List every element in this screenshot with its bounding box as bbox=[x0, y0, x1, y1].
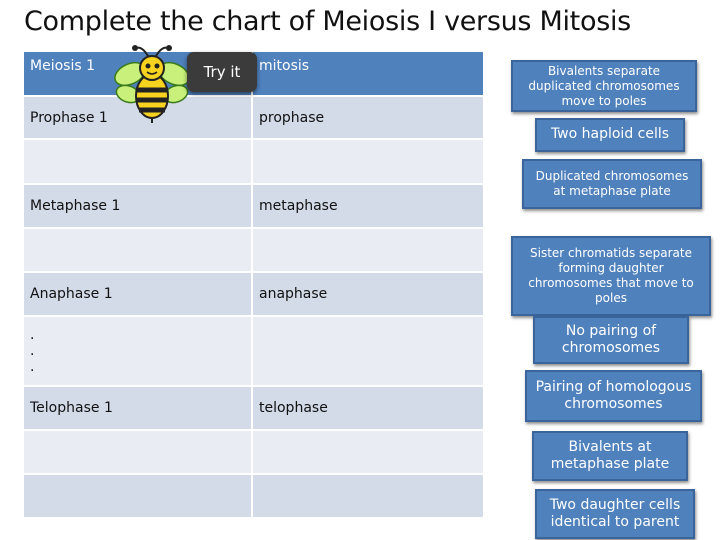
answer-card[interactable]: Duplicated chromosomes at metaphase plate bbox=[522, 159, 702, 209]
answer-card[interactable]: Bivalents separate duplicated chromosomes move to poles bbox=[511, 60, 697, 112]
table-cell[interactable] bbox=[24, 229, 253, 273]
answer-card[interactable]: Sister chromatids separate forming daughter chromosomes that move to poles bbox=[511, 236, 711, 316]
header-mitosis: mitosis bbox=[253, 52, 483, 97]
table-cell[interactable]: Metaphase 1 bbox=[24, 185, 253, 229]
table-cell[interactable] bbox=[24, 475, 253, 519]
table-row bbox=[24, 140, 483, 185]
answer-card[interactable]: Bivalents at metaphase plate bbox=[532, 431, 688, 481]
bee-icon bbox=[108, 42, 192, 124]
ellipsis-dot: . bbox=[30, 359, 35, 375]
answer-card[interactable]: Two haploid cells bbox=[535, 118, 685, 152]
table-row bbox=[24, 97, 483, 140]
table-cell[interactable] bbox=[253, 140, 483, 185]
table-row bbox=[24, 431, 483, 475]
table-cell[interactable] bbox=[253, 317, 483, 387]
ellipsis-dot: . bbox=[30, 327, 35, 343]
table-cell[interactable]: telophase bbox=[253, 387, 483, 431]
table-row bbox=[24, 475, 483, 519]
table-cell[interactable]: Telophase 1 bbox=[24, 387, 253, 431]
table-cell[interactable] bbox=[24, 317, 253, 387]
ellipsis-dot: . bbox=[30, 343, 35, 359]
try-it-button[interactable]: Try it bbox=[187, 52, 257, 92]
table-row bbox=[24, 185, 483, 229]
table-cell[interactable]: Prophase 1 bbox=[24, 97, 253, 140]
table-cell[interactable] bbox=[253, 229, 483, 273]
answer-card[interactable]: Pairing of homologous chromosomes bbox=[525, 370, 702, 422]
table-row bbox=[24, 317, 483, 387]
header-meiosis: Meiosis 1 bbox=[24, 52, 253, 97]
table-cell[interactable] bbox=[253, 431, 483, 475]
table-row bbox=[24, 387, 483, 431]
table-cell[interactable]: metaphase bbox=[253, 185, 483, 229]
table-row bbox=[24, 273, 483, 317]
table-cell[interactable]: prophase bbox=[253, 97, 483, 140]
table-cell[interactable]: Anaphase 1 bbox=[24, 273, 253, 317]
table-cell[interactable] bbox=[253, 475, 483, 519]
table-cell[interactable]: anaphase bbox=[253, 273, 483, 317]
answer-card[interactable]: No pairing of chromosomes bbox=[533, 316, 689, 364]
comparison-table bbox=[24, 52, 483, 519]
table-row bbox=[24, 229, 483, 273]
table-cell[interactable] bbox=[24, 140, 253, 185]
answer-card[interactable]: Two daughter cells identical to parent bbox=[535, 489, 695, 539]
table-cell[interactable] bbox=[24, 431, 253, 475]
page-title: Complete the chart of Meiosis I versus Mitosis bbox=[24, 6, 631, 37]
